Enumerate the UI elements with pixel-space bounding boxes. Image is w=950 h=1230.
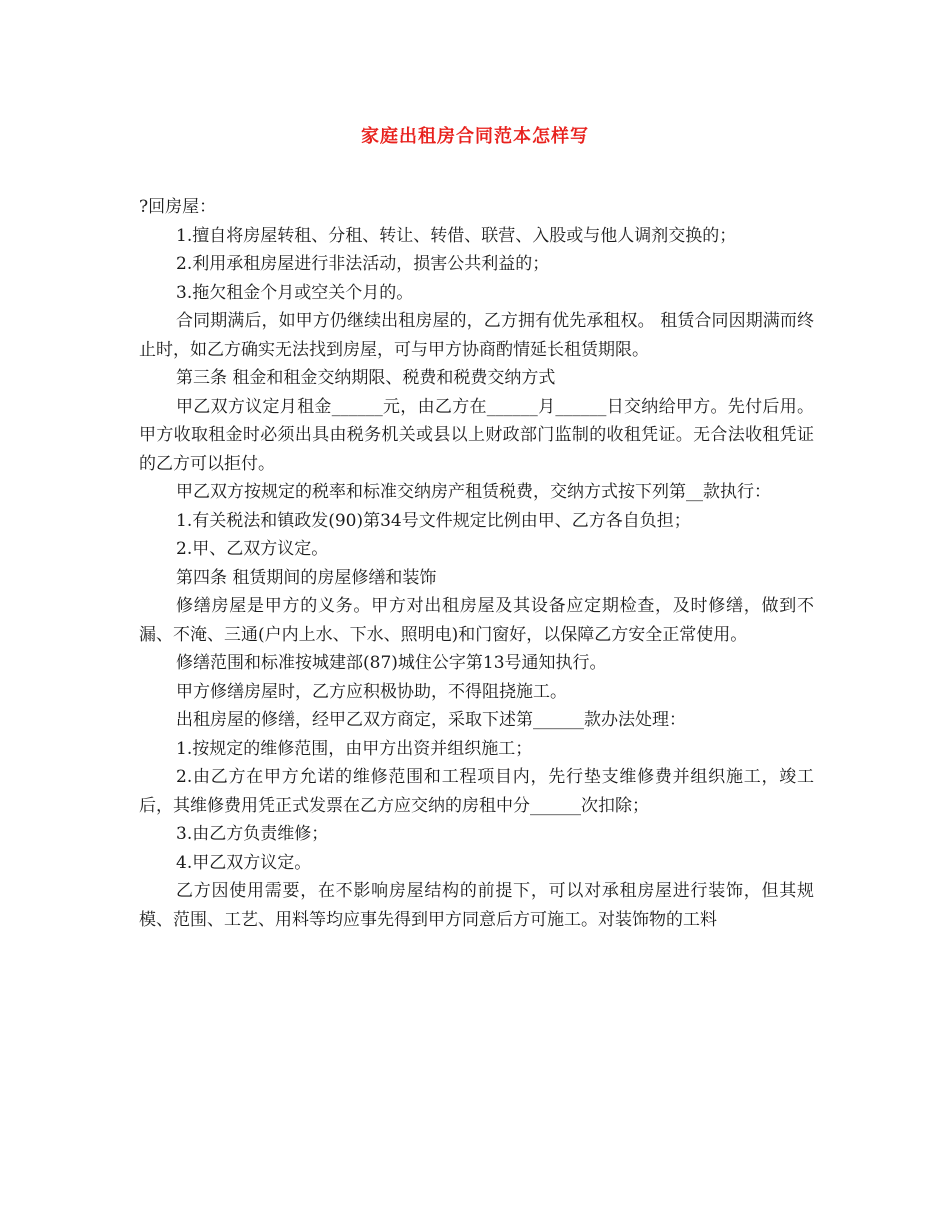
paragraph: 2.由乙方在甲方允诺的维修范围和工程项目内，先行垫支维修费并组织施工，竣工后，其维修费用凭正式发票在乙方应交纳的房租中分______次扣除；	[139, 767, 814, 816]
paragraph: 出租房屋的修缮，经甲乙双方商定，采取下述第______款办法处理：	[176, 710, 686, 730]
paragraph: 第四条 租赁期间的房屋修缮和装饰	[176, 567, 437, 588]
paragraph: 甲乙双方按规定的税率和标准交纳房产租赁税费，交纳方式按下列第__款执行：	[176, 482, 771, 502]
paragraph: 修缮房屋是甲方的义务。甲方对出租房屋及其设备应定期检查，及时修缮，做到不漏、不淹、三通(户内上水、下水、照明电)和门窗好，以保障乙方安全正常使用。	[139, 596, 814, 645]
paragraph: 3.由乙方负责维修；	[176, 824, 329, 844]
paragraph: 2.利用承租房屋进行非法活动，损害公共利益的；	[176, 254, 550, 274]
paragraph: 修缮范围和标准按城建部(87)城住公字第13号通知执行。	[176, 653, 607, 673]
paragraph: 合同期满后，如甲方仍继续出租房屋的，乙方拥有优先承租权。 租赁合同因期满而终止时，如乙方确实无法找到房屋，可与甲方协商酌情延长租赁期限。	[139, 311, 814, 360]
paragraph: 4.甲乙双方议定。	[176, 852, 312, 873]
paragraph: 1.按规定的维修范围，由甲方出资并组织施工；	[176, 738, 533, 759]
paragraph: 乙方因使用需要，在不影响房屋结构的前提下，可以对承租房屋进行装饰，但其规模、范围、工艺、用料等均应事先得到甲方同意后方可施工。对装饰物的工料	[139, 881, 814, 930]
paragraph: ?回房屋：	[139, 197, 217, 217]
document-body	[139, 193, 814, 934]
paragraph: 第三条 租金和租金交纳期限、税费和税费交纳方式	[176, 368, 556, 388]
paragraph: 2.甲、乙双方议定。	[176, 539, 329, 559]
document-title: 家庭出租房合同范本怎样写	[361, 126, 589, 147]
paragraph: 3.拖欠租金个月或空关个月的。	[176, 282, 414, 303]
paragraph: 1.擅自将房屋转租、分租、转让、转借、联营、入股或与他人调剂交换的；	[176, 225, 737, 246]
paragraph: 甲方修缮房屋时，乙方应积极协助，不得阻挠施工。	[176, 681, 567, 702]
paragraph: 1.有关税法和镇政发(90)第34号文件规定比例由甲、乙方各自负担；	[176, 510, 691, 531]
paragraph: 甲乙双方议定月租金______元，由乙方在______月______日交纳给甲方。先付后用。甲方收取租金时必须出具由税务机关或县以上财政部门监制的收租凭证。无合法收租凭证的乙方可以拒付。	[139, 396, 814, 474]
